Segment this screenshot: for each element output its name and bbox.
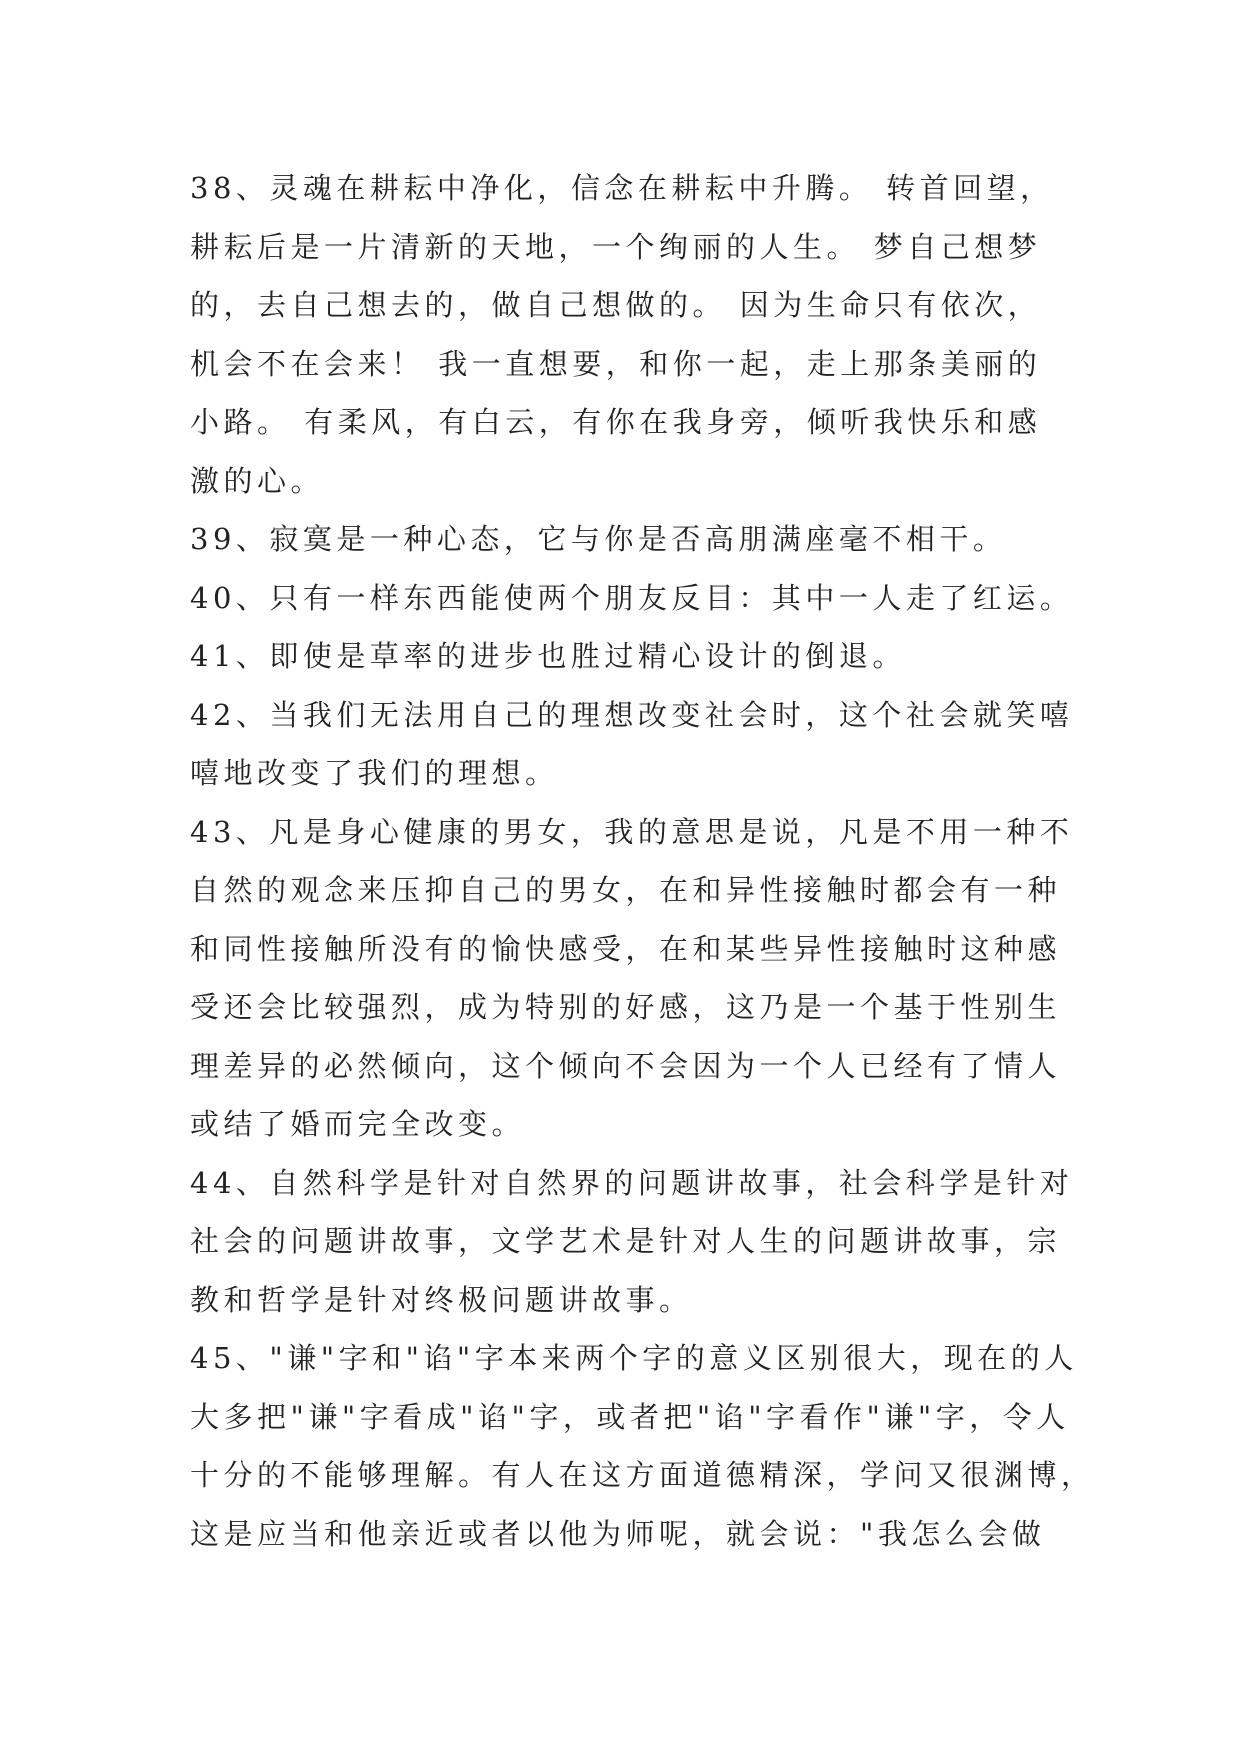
- text-line: 激的心。: [190, 463, 325, 498]
- text-line: 的，去自己想去的，做自己想做的。 因为生命只有依次，: [190, 288, 1042, 322]
- text-line: 耕耘后是一片清新的天地，一个绚丽的人生。 梦自己想梦: [190, 229, 1042, 264]
- text-line: 39、寂寞是一种心态，它与你是否高朋满座毫不相干。: [190, 522, 1007, 556]
- text-line: 大多把"谦"字看成"谄"字，或者把"谄"字看作"谦"字，令人: [190, 1399, 1070, 1434]
- text-line: 42、当我们无法用自己的理想改变社会时，这个社会就笑嘻: [190, 697, 1074, 732]
- text-line: 43、凡是身心健康的男女，我的意思是说，凡是不用一种不: [190, 814, 1074, 849]
- text-line: 41、即使是草率的进步也胜过精心设计的倒退。: [190, 639, 906, 673]
- text-line: 嘻地改变了我们的理想。: [190, 756, 559, 790]
- text-line: 十分的不能够理解。有人在这方面道德精深，学问又很渊博，: [190, 1458, 1095, 1492]
- text-line: 教和哲学是针对终极问题讲故事。: [190, 1282, 693, 1317]
- text-line: 小路。 有柔风，有白云，有你在我身旁，倾听我快乐和感: [190, 405, 1042, 439]
- text-line: 或结了婚而完全改变。: [190, 1107, 526, 1141]
- document-page: [190, 159, 1095, 1563]
- text-line: 受还会比较强烈，成为特别的好感，这乃是一个基于性别生: [190, 990, 1062, 1024]
- text-line: 社会的问题讲故事，文学艺术是针对人生的问题讲故事，宗: [190, 1224, 1062, 1258]
- text-line: 机会不在会来！ 我一直想要，和你一起，走上那条美丽的: [190, 346, 1042, 381]
- text-line: 和同性接触所没有的愉快感受，在和某些异性接触时这种感: [190, 931, 1062, 966]
- text-line: 理差异的必然倾向，这个倾向不会因为一个人已经有了情人: [190, 1048, 1062, 1083]
- text-line: 自然的观念来压抑自己的男女，在和异性接触时都会有一种: [190, 873, 1062, 907]
- text-line: 44、自然科学是针对自然界的问题讲故事，社会科学是针对: [190, 1165, 1074, 1200]
- text-line: 这是应当和他亲近或者以他为师呢，就会说："我怎么会做: [190, 1516, 1046, 1551]
- text-line: 38、灵魂在耕耘中净化，信念在耕耘中升腾。 转首回望，: [190, 171, 1054, 205]
- text-line: 40、只有一样东西能使两个朋友反目：其中一人走了红运。: [190, 580, 1074, 615]
- text-line: 45、"谦"字和"谄"字本来两个字的意义区别很大，现在的人: [190, 1341, 1078, 1375]
